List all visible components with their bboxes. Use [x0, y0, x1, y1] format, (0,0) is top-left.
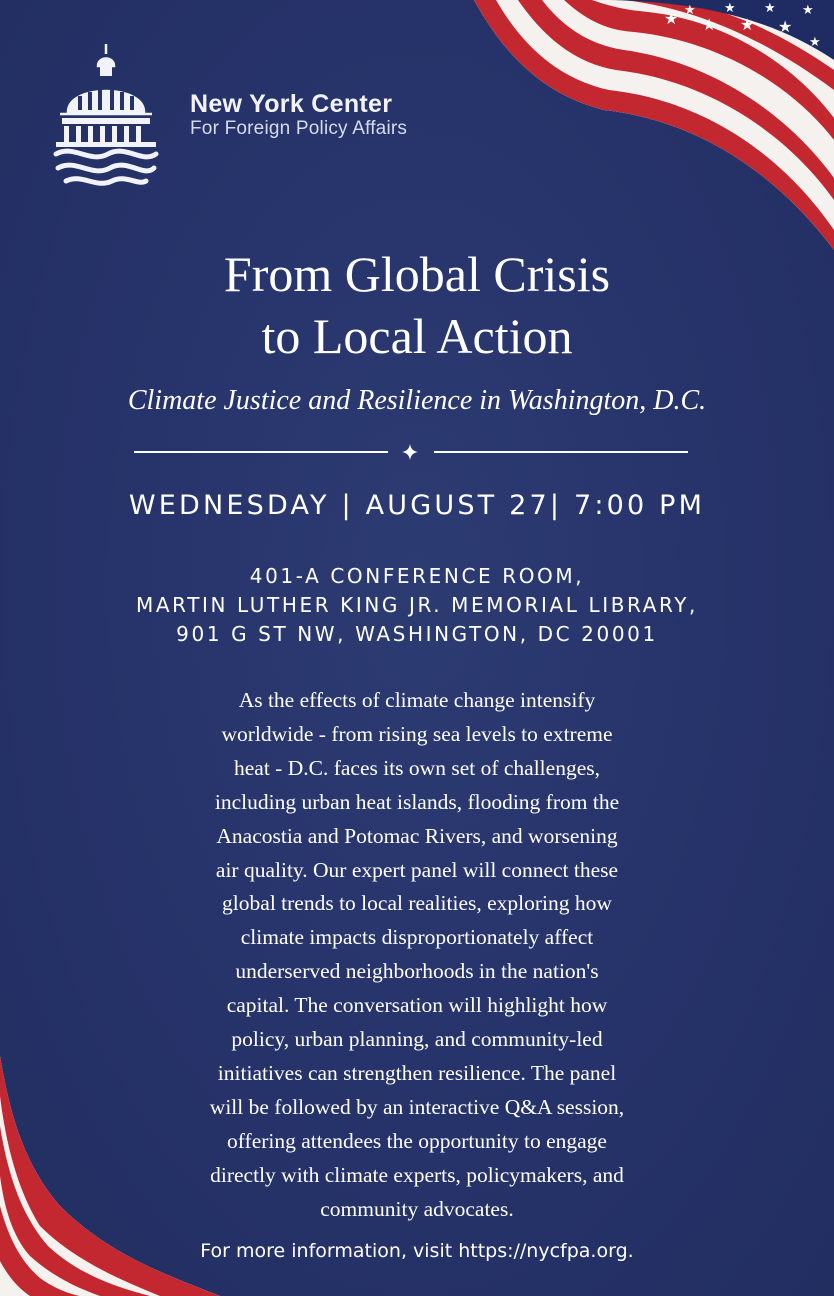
svg-text:★: ★ [684, 3, 696, 18]
organization-block [190, 90, 407, 140]
description-line: air quality. Our expert panel will connect these [215, 857, 619, 882]
capitol-dome-logo-icon [50, 40, 162, 190]
description-line: policy, urban planning, and community-led [231, 1027, 603, 1052]
divider-line-left [134, 451, 388, 453]
description-line: heat - D.C. faces its own set of challenges, [234, 755, 600, 780]
event-description [137, 684, 697, 1227]
description-line: community advocates. [320, 1196, 514, 1221]
svg-text:★: ★ [802, 3, 814, 18]
description-line: underserved neighborhoods in the nation's [235, 959, 599, 984]
description-line: As the effects of climate change intensify [238, 688, 596, 712]
event-venue [0, 562, 834, 649]
description-line: including urban heat islands, flooding from the [214, 789, 620, 814]
venue-line-3: 901 G ST NW, WASHINGTON, DC 20001 [176, 622, 658, 646]
venue-line-2: MARTIN LUTHER KING JR. MEMORIAL LIBRARY, [136, 593, 698, 617]
venue-line-1: 401-A CONFERENCE ROOM, [249, 564, 585, 588]
diamond-icon [402, 444, 418, 460]
description-line: will be followed by an interactive Q&A session, [209, 1094, 625, 1119]
event-subtitle: Climate Justice and Resilience in Washington, D.C. [127, 385, 707, 416]
description-line: initiatives can strengthen resilience. The panel [217, 1060, 617, 1085]
divider-line-right [434, 451, 688, 453]
description-line: climate impacts disproportionately affect [240, 925, 594, 950]
organization-name: New York Center [190, 90, 393, 118]
description-line: offering attendees the opportunity to engage [227, 1128, 607, 1153]
description-line: global trends to local realities, exploring how [222, 891, 612, 916]
description-line: directly with climate experts, policymakers, and [210, 1162, 624, 1187]
event-title-line-2: to Local Action [261, 308, 573, 364]
svg-text:★: ★ [724, 1, 736, 16]
svg-text:★: ★ [702, 15, 717, 34]
event-title-line-1: From Global Crisis [223, 246, 611, 302]
footer-more-info: For more information, visit https://nycfpa.org. [200, 1240, 634, 1262]
divider [134, 450, 688, 454]
svg-text:★: ★ [740, 15, 755, 34]
event-datetime: WEDNESDAY | AUGUST 27| 7:00 PM [128, 490, 706, 521]
description-line: capital. The conversation will highlight how [226, 993, 608, 1018]
description-line: worldwide - from rising sea levels to extreme [221, 721, 613, 746]
description-line: Anacostia and Potomac Rivers, and worsening [216, 823, 618, 848]
svg-text:★: ★ [764, 1, 776, 16]
american-flag-top-right-icon [434, 0, 834, 250]
svg-text:★: ★ [664, 9, 679, 28]
organization-subtitle: For Foreign Policy Affairs [190, 118, 408, 139]
svg-text:★: ★ [809, 35, 821, 50]
svg-text:★: ★ [778, 17, 793, 36]
